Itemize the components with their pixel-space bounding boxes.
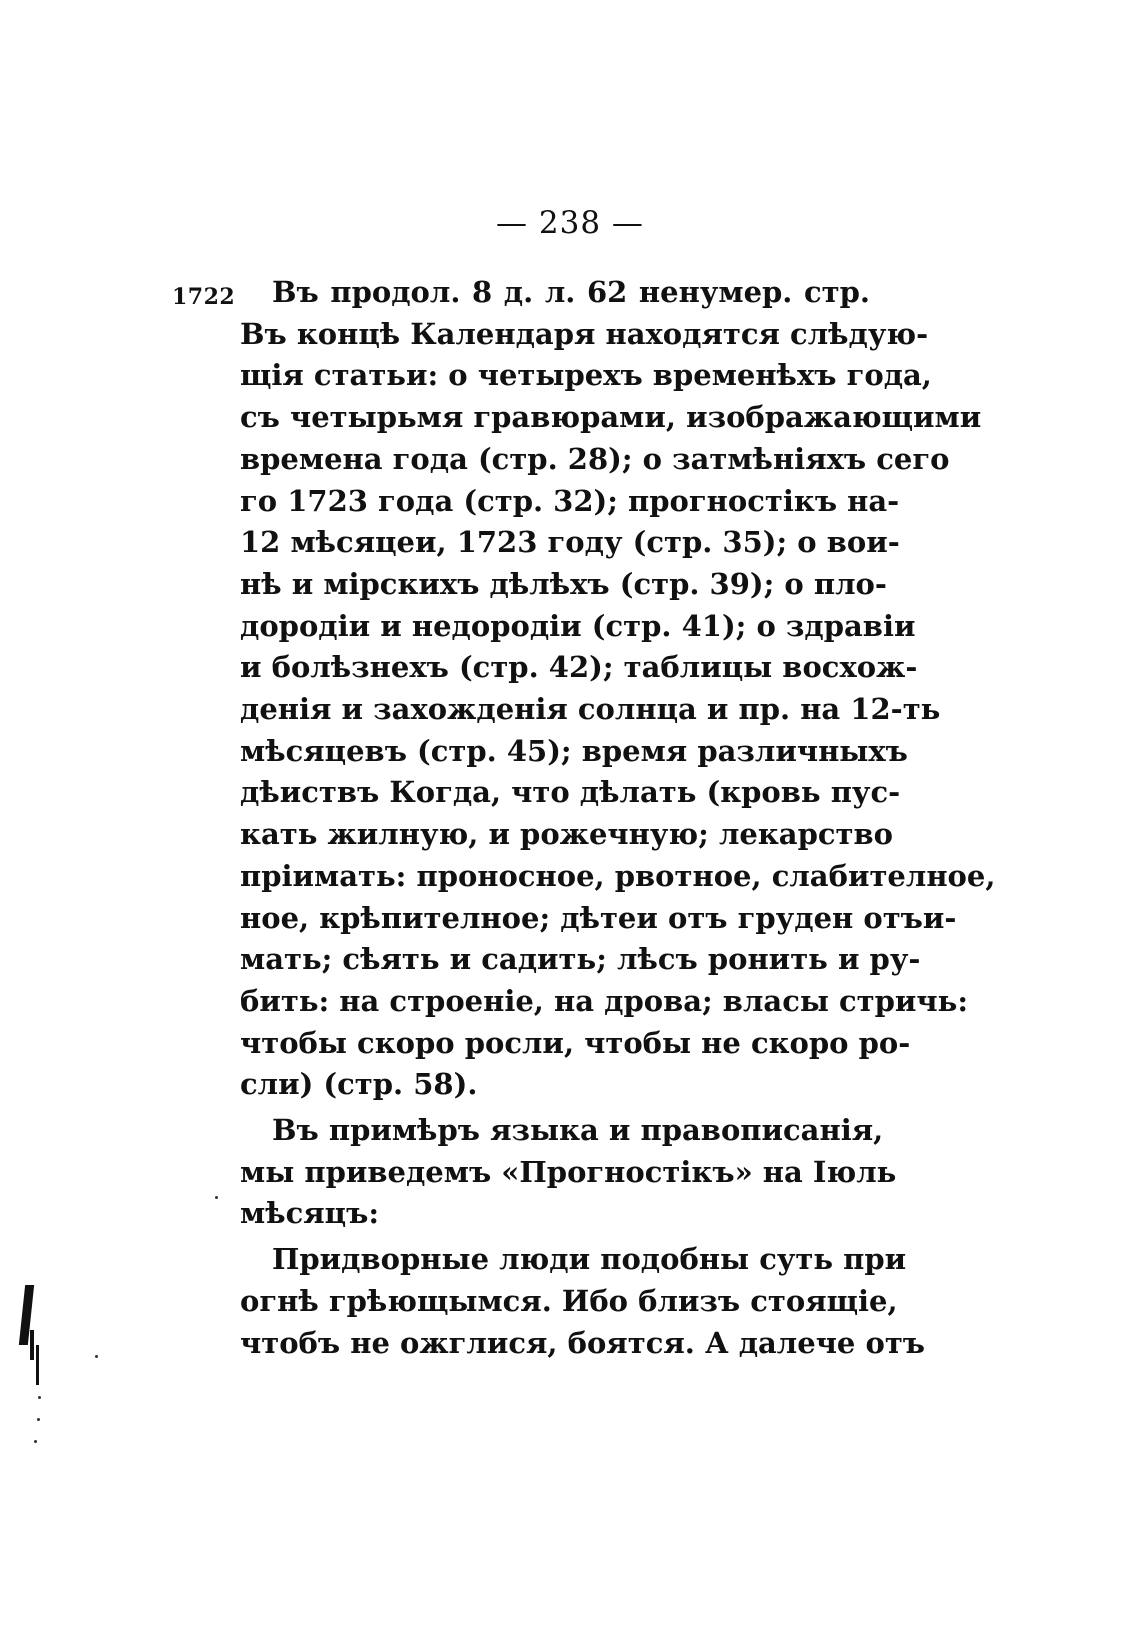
year-marginal-note: 1722: [172, 284, 236, 310]
text-line: сли) (стр. 58).: [240, 1067, 478, 1102]
text-line: мѣсяцъ:: [240, 1196, 380, 1231]
text-line: чтобы скоро росли, чтобы не скоро ро-: [240, 1025, 911, 1060]
text-line: мы приведемъ «Прогностікъ» на Іюль: [240, 1154, 897, 1189]
text-line: Придворные люди подобны суть при: [272, 1242, 907, 1277]
body-text: [240, 272, 996, 1364]
text-line: ное, крѣпителное; дѣтеи отъ груден отъи-: [240, 900, 957, 935]
paragraph-prognostic-quote: [240, 1239, 926, 1364]
text-line: Въ концѣ Календаря находятся слѣдую-: [240, 316, 929, 351]
text-line: съ четырьмя гравюрами, изображающими: [240, 400, 982, 435]
text-line: 12 мѣсяцеи, 1723 году (стр. 35); о вои-: [240, 525, 900, 560]
text-line: бить: на строеніе, на дрова; власы стричь:: [240, 983, 969, 1018]
text-line: чтобъ не ожглися, боятся. А далече отъ: [240, 1325, 926, 1360]
scan-artifact-mark: [30, 1330, 34, 1360]
text-line: мѣсяцевъ (стр. 45); время различныхъ: [240, 733, 908, 768]
text-line: дородіи и недородіи (стр. 41); о здравіи: [240, 608, 916, 643]
text-line: кать жилную, и рожечную; лекарство: [240, 817, 893, 852]
text-line: денія и захожденія солнца и пр. на 12-ть: [240, 692, 941, 727]
text-line: пріимать: проносное, рвотное, слабителное,: [240, 858, 996, 893]
text-line: дѣиствъ Когда, что дѣлать (кровь пус-: [240, 775, 901, 810]
text-line: огнѣ грѣющымся. Ибо близъ стоящіе,: [240, 1283, 898, 1318]
text-line: Въ примѣръ языка и правописанія,: [272, 1113, 884, 1148]
scan-artifact-dot: [215, 1196, 218, 1199]
paragraph-introduction: [240, 1110, 897, 1235]
text-line: мать; сѣять и садить; лѣсъ ронить и ру-: [240, 942, 921, 977]
paragraph-bibliographic-note: [240, 272, 996, 1106]
text-line: нѣ и мірскихъ дѣлѣхъ (стр. 39); о пло-: [240, 566, 887, 601]
page-number: — 238 —: [496, 205, 644, 241]
text-line: и болѣзнехъ (стр. 42); таблицы восхож-: [240, 650, 918, 685]
scan-artifact-dot: [34, 1440, 37, 1443]
scan-artifact-dot: [37, 1418, 40, 1421]
text-line: времена года (стр. 28); о затмѣніяхъ сего: [240, 441, 950, 476]
text-line: Въ продол. 8 д. л. 62 ненумер. стр.: [272, 275, 870, 309]
scan-artifact-dot: [95, 1355, 98, 1358]
text-line: щія статьи: о четырехъ временѣхъ года,: [240, 358, 932, 393]
scan-artifact-dot: [38, 1396, 41, 1399]
text-line: го 1723 года (стр. 32); прогностікъ на-: [240, 483, 900, 518]
scan-artifact-mark: [36, 1345, 39, 1385]
